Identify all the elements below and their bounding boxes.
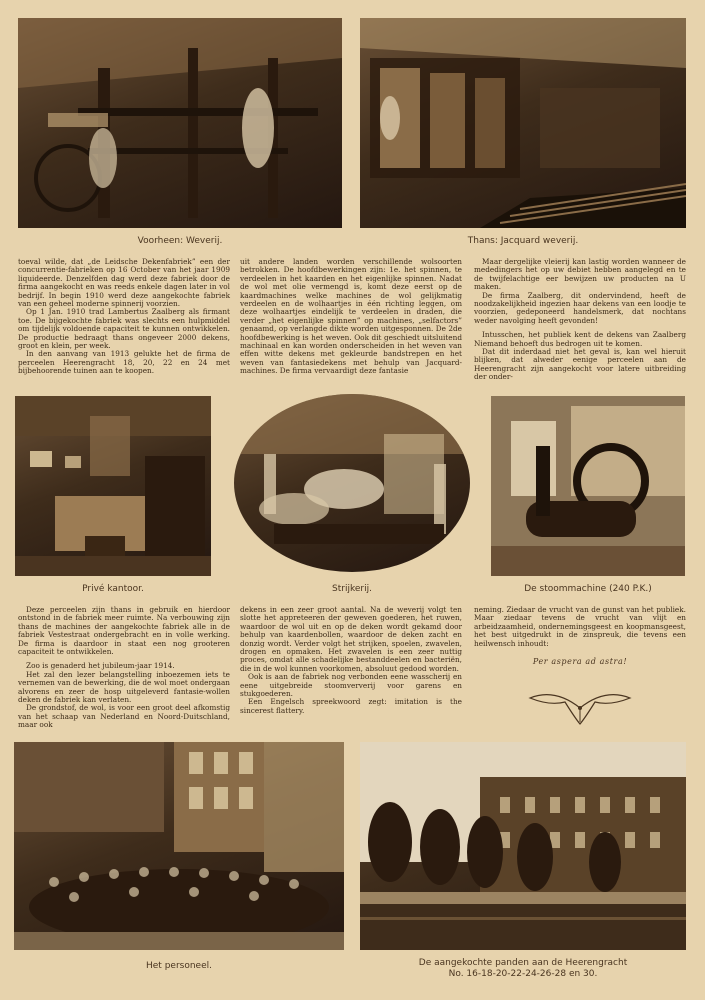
caption-jacquard-weaving: Thans: Jacquard weverij. bbox=[467, 236, 579, 246]
paragraph: dekens in een zeer groot aantal. Na de weverij volgt ten slotte het appreteeren der geweven goederen, het ruwen, waardoor de wol uit en op de deken wordt gekamd door behulp van kaardenbollen, waardoor de deken zacht en donzig wordt. Verder volgt het strijken, spoelen, zwavelen, drogen en opmaken. Het zwavelen is een zeer nuttig proces, omdat alle schadelijke bestanddeelen en bacteriën, die in de wol kunnen voorkomen, absoluut gedood worden. bbox=[240, 605, 462, 673]
paragraph: neming. Ziedaar de vrucht van de gunst van het publiek. Maar ziedaar tevens de vrucht van vlijt en arbeidzaamheid, ondernemingsgeest en koopmansgeest, het best uitgedrukt in de zinspreuk, die tevens een heilwensch inhoudt: bbox=[474, 605, 686, 648]
caption-private-office: Privé kantoor. bbox=[82, 584, 144, 594]
ornament-icon bbox=[525, 688, 635, 726]
caption-houses-line2: No. 16-18-20-22-24-26-28 en 30. bbox=[448, 969, 598, 979]
paragraph: Het zal den lezer belangstelling inboezemen iets te vernemen van de bewerking, die de wol moet ondergaan alvorens en zeer de hosp uitgeleverd fantasie-wollen deken de fabriek kan verlaten. bbox=[18, 669, 230, 705]
paragraph: uit andere landen worden verschillende wolsoorten betrokken. De hoofdbewerkingen zijn: 1e. het spinnen, te verdeelen in het kaarden en het eigenlijke spinnen. Nadat de wol met olie vermengd is, komt deze eerst op de kaardmachines welke machines de wol gelijkmatig verdeelen en de wolhaartjes in één richting leggen, om deze wolhaartjes eindelijk te verdeelen in draden, die verder „het eigenlijke spinnen” op machines, „selfactors” genaamd, op verlangde dikte worden uitgesponnen. De 2de hoofdbewerking is het weven. Ook dit geschiedt uitsluitend machinaal en kan worden onderscheiden in het weven van effen witte dekens met gekleurde bandstrepen en het weven van fantasiedekens met behulp van Jacquard-machines. De firma vervaardigt deze fantasie bbox=[240, 257, 462, 376]
motto: Per aspera ad astra! bbox=[532, 657, 628, 666]
paragraph: Op 1 Jan. 1910 trad Lambertus Zaalberg als firmant toe. De bijgekochte fabriek was slechts een hulpmiddel om tijdelijk voldoende capaciteit te kunnen ontwikkelen. De productie bedraagt thans ongeveer 2000 dekens, groot en klein, per week. bbox=[18, 307, 230, 351]
paragraph: Een Engelsch spreekwoord zegt: imitation is the sincerest flattery. bbox=[240, 697, 462, 715]
caption-weaving-before: Voorheen: Weverij. bbox=[137, 236, 223, 246]
text-column-lower-right bbox=[474, 606, 686, 648]
text-column-upper-left bbox=[18, 258, 230, 376]
photo-staff bbox=[14, 742, 344, 950]
paragraph: De firma Zaalberg, dit ondervindend, heeft de noodzakelijkheid ingezien haar dekens van een loodje te voorzien, gedeponeerd handelsmerk, dat nochtans weder navolging heeft gevonden! bbox=[474, 290, 686, 325]
text-column-lower-middle bbox=[240, 606, 462, 715]
paragraph: In den aanvang van 1913 gelukte het de firma de perceelen Heerengracht 18, 20, 22 en 24 met bijbehoorende tuinen aan te koopen. bbox=[18, 349, 230, 376]
photo-private-office bbox=[15, 396, 211, 576]
paragraph: toeval wilde, dat „de Leidsche Dekenfabriek” een der concurrentie-fabrieken op 16 October van het jaar 1909 liquideerde. Denzelfden dag werd deze fabriek door de firma aangekocht en was reeds enkele dagen later in vol bedrijf. In begin 1910 werd deze aangekochte fabriek van een geheel moderne spinnerij voorzien. bbox=[18, 257, 230, 309]
caption-heerengracht-houses bbox=[360, 958, 686, 980]
caption-staff: Het personeel. bbox=[146, 961, 212, 971]
photo-jacquard-weaving bbox=[360, 18, 686, 228]
photo-heerengracht-houses bbox=[360, 742, 686, 950]
paragraph: Ook is aan de fabriek nog verbonden eene wasscherij en eene uitgebreide stoomververij voor garens en stukgoederen. bbox=[240, 672, 462, 699]
text-column-upper-middle bbox=[240, 258, 462, 376]
caption-steam-engine: De stoommachine (240 P.K.) bbox=[524, 584, 652, 594]
paragraph: Dat dit inderdaad niet het geval is, kan wel hieruit blijken, dat alweder eenige perceelen aan de Heerengracht zijn aangekocht voor latere uitbreiding der onder- bbox=[474, 347, 686, 382]
text-column-lower-left bbox=[18, 606, 230, 730]
photo-weaving-before bbox=[18, 18, 342, 228]
photo-ironing-room bbox=[234, 394, 470, 572]
paragraph: Intusschen, het publiek kent de dekens van Zaalberg Niemand behoeft dus bedrogen uit te komen. bbox=[474, 330, 686, 348]
caption-houses-line1: De aangekochte panden aan de Heerengracht bbox=[418, 958, 628, 968]
paragraph: Deze perceelen zijn thans in gebruik en hierdoor ontstond in de fabriek meer ruimte. Na verbouwing zijn thans de machines der aangekochte fabriek alle in de fabriek Vestestraat ondergebracht en in volle werking. De firma is daardoor in staat een nog grooteren capaciteit te ontwikkelen. bbox=[18, 605, 230, 657]
caption-ironing-room: Strijkerij. bbox=[332, 584, 372, 594]
paragraph: Zoo is genaderd het jubileum-jaar 1914. bbox=[26, 661, 175, 671]
paragraph: De grondstof, de wol, is voor een groot deel afkomstig van het schaap van Nederland en Noord-Duitschland, maar ook bbox=[18, 703, 230, 730]
photo-steam-engine bbox=[491, 396, 685, 576]
paragraph: Maar dergelijke vleierij kan lastig worden wanneer de mededingers het op uw debiet hebben aangelegd en te de twijfelachtige eer bewijzen uw producten na U maken. bbox=[474, 257, 686, 292]
text-column-upper-right bbox=[474, 258, 686, 382]
